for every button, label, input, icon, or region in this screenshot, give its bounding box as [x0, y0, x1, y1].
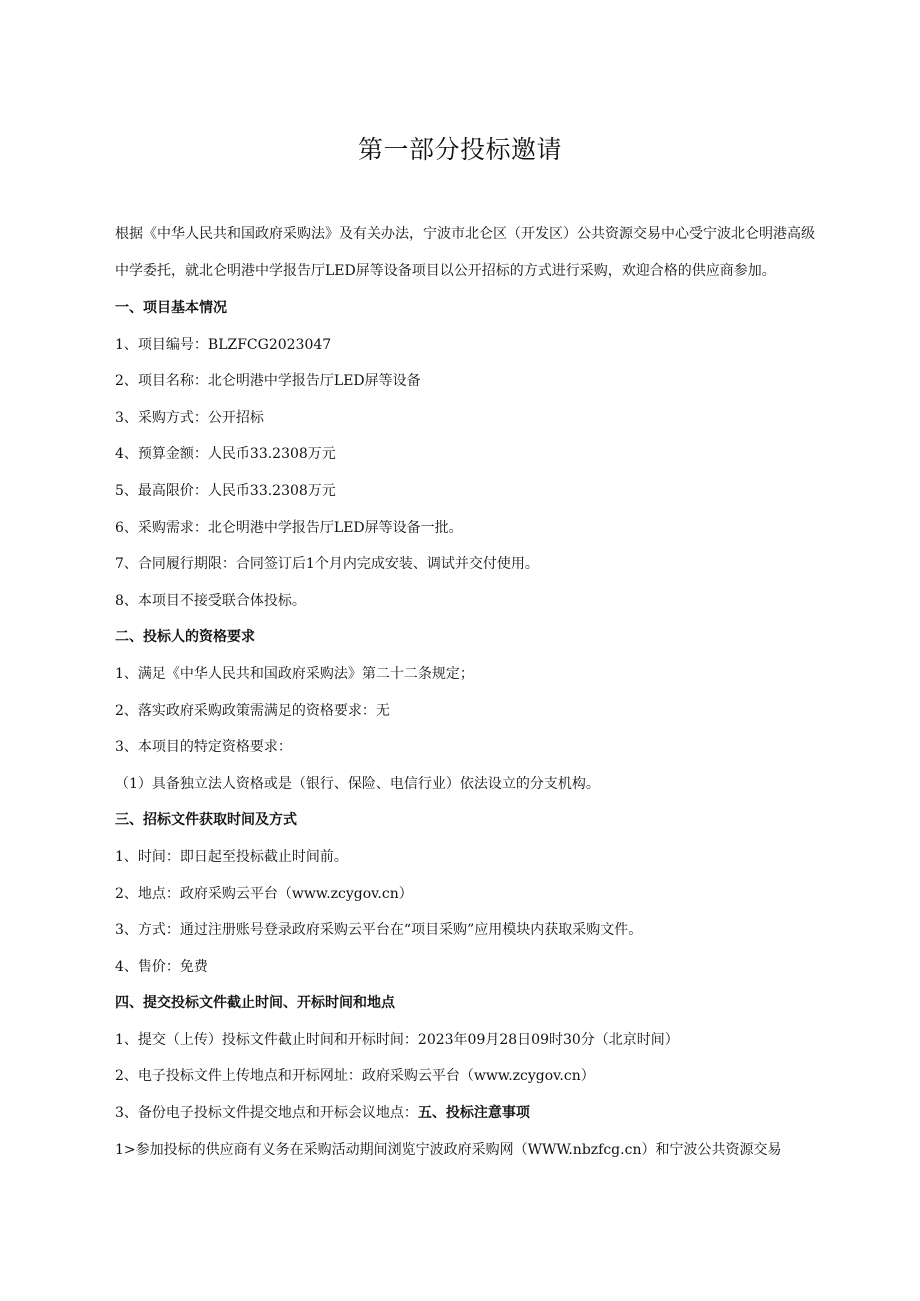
list-item: 2、落实政府采购政策需满足的资格要求：无 [115, 702, 390, 719]
list-item: 2、地点：政府采购云平台（www.zcygov.cn） [115, 885, 413, 902]
list-item: 1、满足《中华人民共和国政府采购法》第二十二条规定； [115, 665, 474, 682]
list-item: 1、时间：即日起至投标截止时间前。 [115, 848, 348, 865]
list-item-text: 3、备份电子投标文件提交地点和开标会议地点： [115, 1105, 418, 1122]
list-item: 2、项目名称：北仑明港中学报告厅LED屏等设备 [115, 373, 421, 390]
page-title: 第一部分投标邀请 [357, 135, 562, 164]
document-body [115, 216, 815, 1168]
list-item: 1、提交（上传）投标文件截止时间和开标时间：2023年09月28日09时30分（北京时间） [115, 1031, 679, 1048]
list-item: 6、采购需求：北仑明港中学报告厅LED屏等设备一批。 [115, 519, 463, 536]
section-heading-bidding-notes: 五、投标注意事项 [417, 1105, 530, 1122]
list-item: 2、电子投标文件上传地点和开标网址：政府采购云平台（www.zcygov.cn） [115, 1068, 595, 1085]
section-heading-submission-deadline: 四、提交投标文件截止时间、开标时间和地点 [115, 995, 395, 1012]
list-item: 3、本项目的特定资格要求： [115, 739, 292, 756]
section-heading-document-acquisition: 三、招标文件获取时间及方式 [115, 812, 297, 829]
list-item: 4、售价：免费 [115, 958, 208, 975]
list-item: 5、最高限价：人民币33.2308万元 [115, 482, 336, 499]
list-item: 4、预算金额：人民币33.2308万元 [115, 446, 336, 463]
section-heading-project-info: 一、项目基本情况 [115, 300, 227, 316]
list-item: 8、本项目不接受联合体投标。 [115, 592, 306, 609]
list-item: 3、方式：通过注册账号登录政府采购云平台在“项目采购”应用模块内获取采购文件。 [115, 922, 643, 939]
section-heading-qualifications: 二、投标人的资格要求 [115, 629, 255, 646]
list-item: 3、采购方式：公开招标 [115, 409, 264, 426]
list-item: （1）具备独立法人资格或是（银行、保险、电信行业）依法设立的分支机构。 [115, 775, 600, 792]
list-item: 1>参加投标的供应商有义务在采购活动期间浏览宁波政府采购网（WWW.nbzfcg.cn）和宁波公共资源交易 [115, 1141, 782, 1158]
intro-paragraph: 根据《中华人民共和国政府采购法》及有关办法，宁波市北仑区（开发区）公共资源交易中心受宁波北仑明港高级中学委托，就北仑明港中学报告厅LED屏等设备项目以公开招标的方式进行采购，欢迎合格的供应商参加。 [115, 226, 815, 279]
list-item: 7、合同履行期限：合同签订后1个月内完成安装、调试并交付使用。 [115, 556, 539, 573]
list-item: 1、项目编号：BLZFCG2023047 [115, 336, 332, 353]
list-item-with-inline-heading [115, 1095, 815, 1132]
